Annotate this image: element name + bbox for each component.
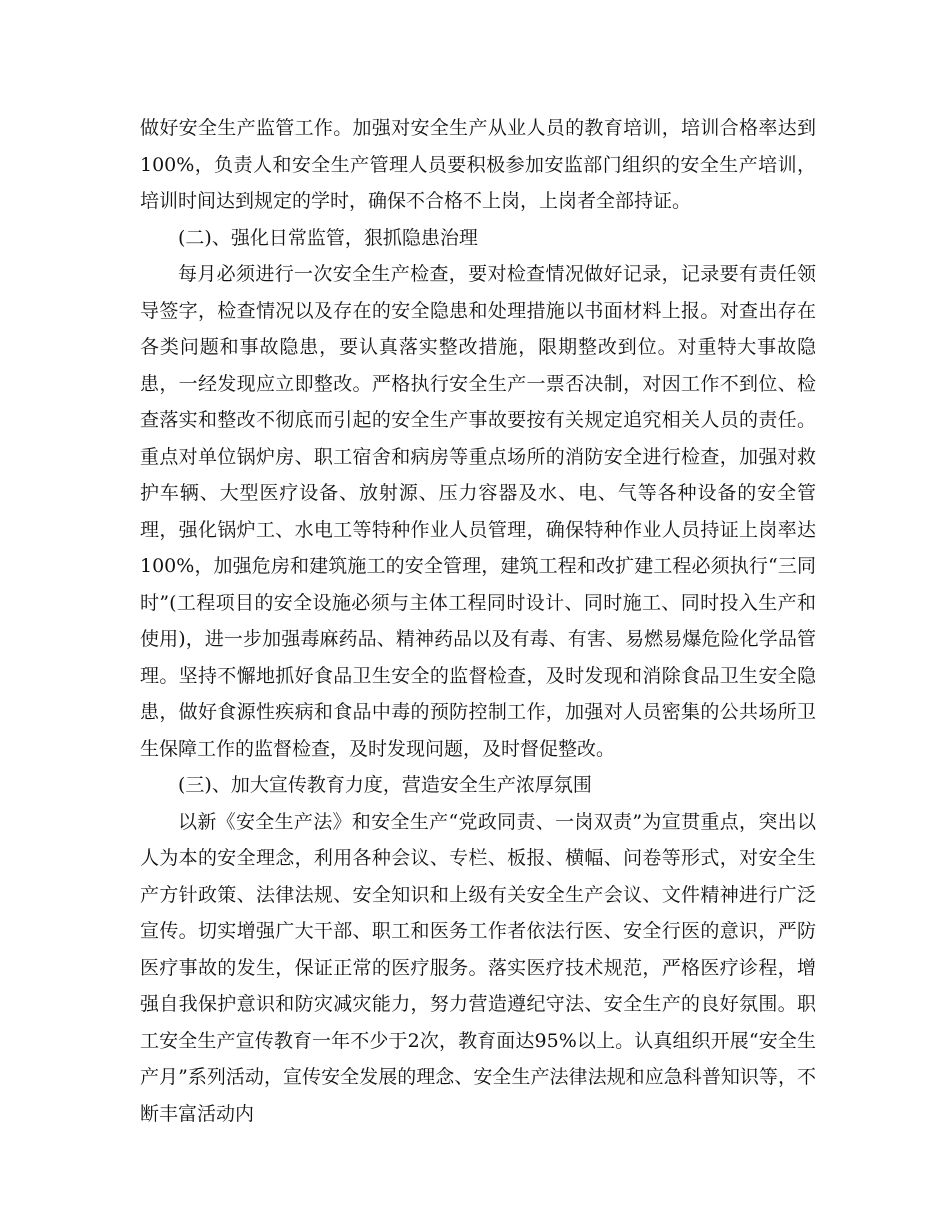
paragraph-publicity: 以新《安全生产法》和安全生产“党政同责、一岗双责”为宣贯重点，突出以人为本的安全理念，利用各种会议、专栏、板报、横幅、问卷等形式，对安全生产方针政策、法律法规、安全知识和上级有关安全生产会议、文件精神进行广泛宣传。切实增强广大干部、职工和医务工作者依法行医、安全行医的意识，严防医疗事故的发生，保证正常的医疗服务。落实医疗技术规范，严格医疗诊程，增强自我保护意识和防灾减灾能力，努力营造遵纪守法、安全生产的良好氛围。职工安全生产宣传教育一年不少于2次，教育面达95%以上。认真组织开展“安全生产月”系列活动，宣传安全发展的理念、安全生产法律法规和应急科普知识等，不断丰富活动内 [140,810,816,1125]
section-heading-2: (二)、强化日常监管，狠抓隐患治理 [178,226,478,249]
section-heading-3: (三)、加大宣传教育力度，营造安全生产浓厚氛围 [178,774,592,796]
document-body [140,110,816,1132]
paragraph-training: 做好安全生产监管工作。加强对安全生产从业人员的教育培训，培训合格率达到100%，负责人和安全生产管理人员要积极参加安监部门组织的安全生产培训，培训时间达到规定的学时，确保不合格不上岗，上岗者全部持证。 [140,117,816,212]
paragraph-daily-supervision: 每月必须进行一次安全生产检查，要对检查情况做好记录，记录要有责任领导签字，检查情况以及存在的安全隐患和处理措施以书面材料上报。对查出存在各类问题和事故隐患，要认真落实整改措施，限期整改到位。对重特大事故隐患，一经发现应立即整改。严格执行安全生产一票否决制，对因工作不到位、检查落实和整改不彻底而引起的安全生产事故要按有关规定追究相关人员的责任。重点对单位锅炉房、职工宿舍和病房等重点场所的消防安全进行检查，加强对救护车辆、大型医疗设备、放射源、压力容器及水、电、气等各种设备的安全管理，强化锅炉工、水电工等特种作业人员管理，确保特种作业人员持证上岗率达100%，加强危房和建筑施工的安全管理，建筑工程和改扩建工程必须执行“三同时”(工程项目的安全设施必须与主体工程同时设计、同时施工、同时投入生产和使用)，进一步加强毒麻药品、精神药品以及有毒、有害、易燃易爆危险化学品管理。坚持不懈地抓好食品卫生安全的监督检查，及时发现和消除食品卫生安全隐患，做好食源性疾病和食品中毒的预防控制工作，加强对人员密集的公共场所卫生保障工作的监督检查，及时发现问题，及时督促整改。 [140,263,816,760]
